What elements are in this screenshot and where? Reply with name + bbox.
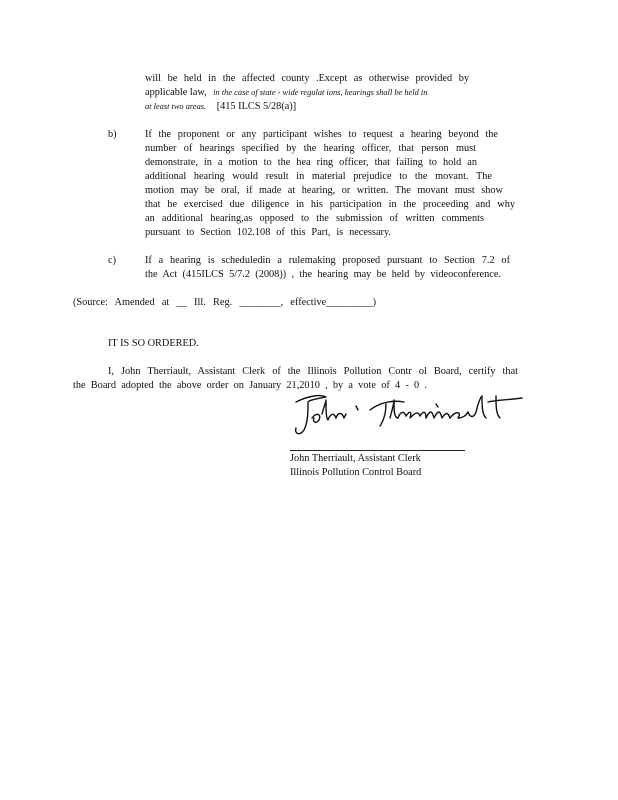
para-c-line: If a hearing is scheduledin a rulemaking proposed pursuant to Section 7.2 of [145, 255, 510, 266]
para-b-label: b) [108, 129, 117, 140]
handwritten-signature [286, 388, 532, 440]
order-statement: IT IS SO ORDERED. [108, 338, 199, 349]
source-note: (Source: Amended at __ Ill. Reg. ________, effective_________) [73, 297, 376, 308]
para-b-line: number of hearings specified by the hearing officer, that person must [145, 143, 476, 154]
para-a-line-2-italic: in the case of state - wide regulat ions, hearings shall be held in [213, 88, 428, 97]
para-a-line-2 [145, 86, 518, 99]
para-a-line-2-start: applicable law, [145, 87, 207, 98]
signature-line [290, 450, 465, 451]
certification-line-1: I, John Therriault, Assistant Clerk of the Illinois Pollution Contr ol Board, certify that [108, 366, 518, 377]
para-b-line: additional hearing would result in material prejudice to the movant. The [145, 171, 492, 182]
para-c-line: the Act (415ILCS 5/7.2 (2008)) , the hearing may be held by videoconference. [145, 269, 501, 280]
para-b-line: an additional hearing,as opposed to the submission of written comments [145, 213, 484, 224]
para-b-line: demonstrate, in a motion to the hea ring officer, that failing to hold an [145, 157, 477, 168]
para-b-line: pursuant to Section 102.108 of this Part, is necessary. [145, 227, 391, 238]
para-a-citation: [415 ILCS 5/28(a)] [216, 101, 297, 112]
signer-name-title: John Therriault, Assistant Clerk [290, 453, 421, 464]
certification-line-2: the Board adopted the above order on January 21,2010 , by a vote of 4 - 0 . [73, 380, 427, 391]
para-b-line: motion may be oral, if made at hearing, or written. The movant must show [145, 185, 503, 196]
para-b-line: that he exercised due diligence in his participation in the proceeding and why [145, 199, 515, 210]
para-c-label: c) [108, 255, 116, 266]
signer-organization: Illinois Pollution Control Board [290, 467, 422, 478]
para-a-line-3-italic: at least two areas. [145, 102, 207, 111]
para-a-line-1: will be held in the affected county .Except as otherwise provided by [145, 73, 469, 84]
para-a-line-3 [145, 100, 296, 113]
para-b-line: If the proponent or any participant wishes to request a hearing beyond the [145, 129, 498, 140]
